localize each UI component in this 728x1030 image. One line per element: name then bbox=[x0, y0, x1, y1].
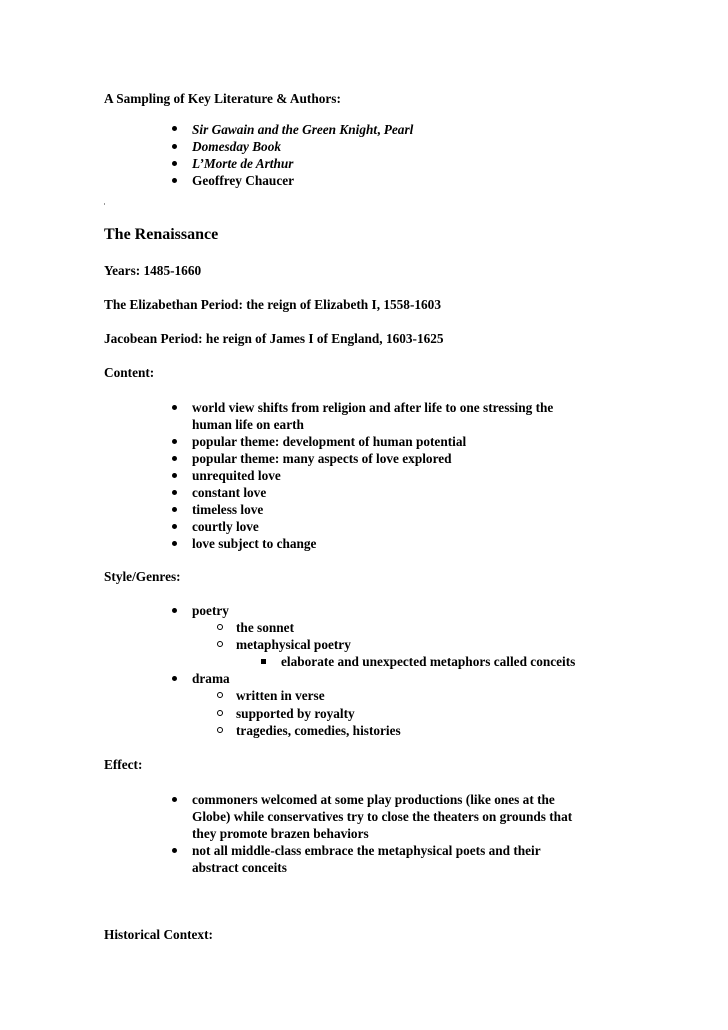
content-label: Content: bbox=[104, 365, 155, 380]
sub-list-item: the sonnet bbox=[236, 620, 294, 635]
list-item: Geoffrey Chaucer bbox=[192, 173, 295, 188]
list-item: Domesday Book bbox=[192, 139, 282, 154]
list-item-continuation: Globe) while conservatives try to close the theaters on grounds that bbox=[192, 809, 573, 824]
list-item: constant love bbox=[192, 485, 267, 500]
bullet-icon bbox=[172, 178, 177, 183]
list-item: world view shifts from religion and after life to one stressing the bbox=[192, 400, 554, 415]
square-bullet-icon bbox=[261, 659, 266, 664]
list-item: unrequited love bbox=[192, 468, 281, 483]
list-item: timeless love bbox=[192, 502, 264, 517]
list-item: popular theme: many aspects of love explored bbox=[192, 451, 452, 466]
elizabethan-line: The Elizabethan Period: the reign of Elizabeth I, 1558-1603 bbox=[104, 297, 441, 312]
historical-context-label: Historical Context: bbox=[104, 927, 213, 942]
list-item: commoners welcomed at some play productions (like ones at the bbox=[192, 792, 555, 807]
list-item: courtly love bbox=[192, 519, 259, 534]
stray-mark bbox=[104, 203, 105, 205]
sampling-heading: A Sampling of Key Literature & Authors: bbox=[104, 91, 341, 106]
list-item: popular theme: development of human potential bbox=[192, 434, 467, 449]
bullet-icon bbox=[172, 524, 177, 529]
bullet-icon bbox=[172, 490, 177, 495]
jacobean-line: Jacobean Period: he reign of James I of England, 1603-1625 bbox=[104, 331, 444, 346]
sub-list-item: metaphysical poetry bbox=[236, 637, 351, 652]
bullet-icon bbox=[172, 126, 177, 131]
bullet-icon bbox=[172, 405, 177, 410]
list-item: L’Morte de Arthur bbox=[192, 156, 294, 171]
bullet-icon bbox=[172, 608, 177, 613]
list-item-continuation: human life on earth bbox=[192, 417, 304, 432]
circle-bullet-icon bbox=[217, 692, 223, 698]
circle-bullet-icon bbox=[217, 641, 223, 647]
bullet-icon bbox=[172, 848, 177, 853]
list-item: drama bbox=[192, 671, 230, 686]
circle-bullet-icon bbox=[217, 710, 223, 716]
sub-list-item: written in verse bbox=[236, 688, 325, 703]
list-item: love subject to change bbox=[192, 536, 317, 551]
sub-sub-list-item: elaborate and unexpected metaphors called conceits bbox=[281, 654, 576, 669]
bullet-icon bbox=[172, 676, 177, 681]
circle-bullet-icon bbox=[217, 727, 223, 733]
style-label: Style/Genres: bbox=[104, 569, 181, 584]
bullet-icon bbox=[172, 456, 177, 461]
section-title: The Renaissance bbox=[104, 226, 219, 243]
sub-list-item: supported by royalty bbox=[236, 706, 355, 721]
list-item: not all middle-class embrace the metaphysical poets and their bbox=[192, 843, 541, 858]
years-line: Years: 1485-1660 bbox=[104, 263, 202, 278]
list-item-continuation: they promote brazen behaviors bbox=[192, 826, 369, 841]
bullet-icon bbox=[172, 541, 177, 546]
bullet-icon bbox=[172, 144, 177, 149]
circle-bullet-icon bbox=[217, 624, 223, 630]
bullet-icon bbox=[172, 797, 177, 802]
sub-list-item: tragedies, comedies, histories bbox=[236, 723, 401, 738]
bullet-icon bbox=[172, 439, 177, 444]
list-item-continuation: abstract conceits bbox=[192, 860, 287, 875]
list-item: poetry bbox=[192, 603, 229, 618]
effect-label: Effect: bbox=[104, 757, 143, 772]
bullet-icon bbox=[172, 473, 177, 478]
bullet-icon bbox=[172, 161, 177, 166]
bullet-icon bbox=[172, 507, 177, 512]
list-item: Sir Gawain and the Green Knight, Pearl bbox=[192, 122, 414, 137]
